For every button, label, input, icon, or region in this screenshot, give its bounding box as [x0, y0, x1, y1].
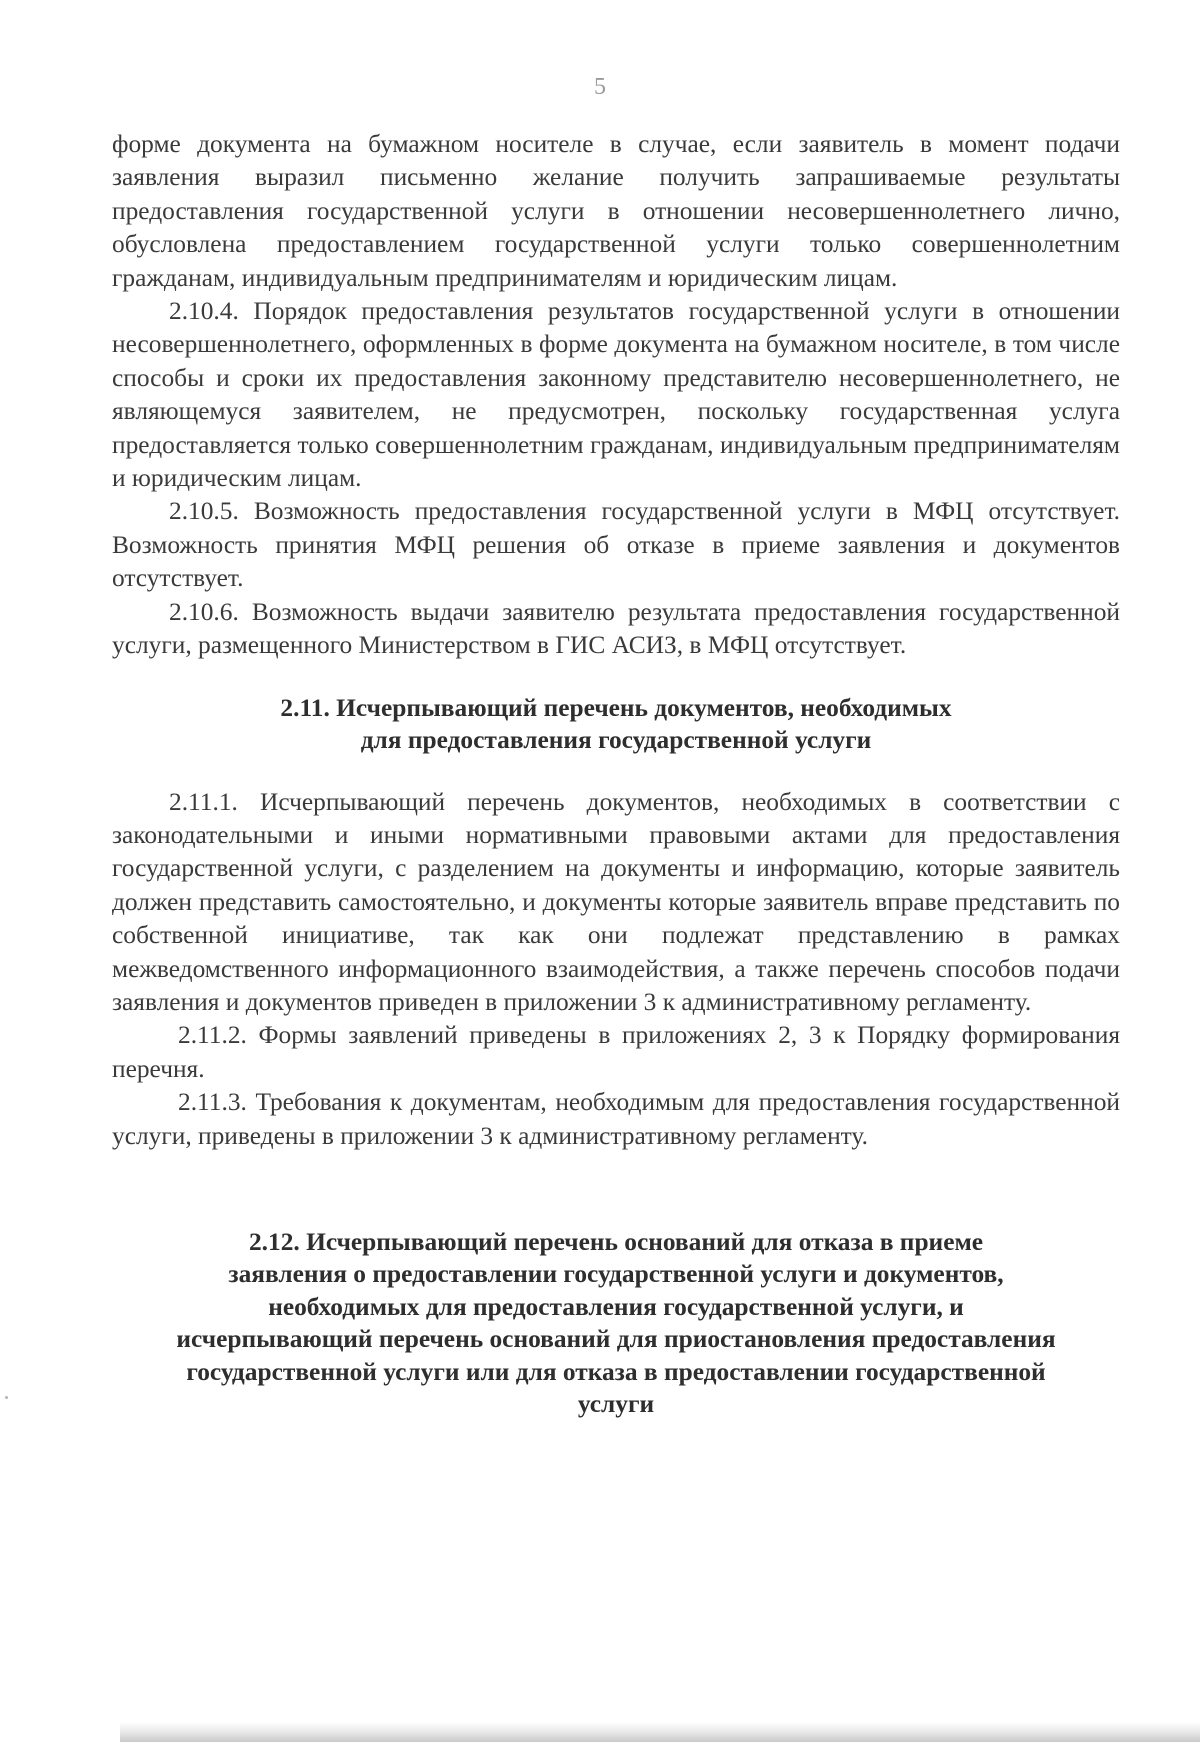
heading-2-12-line-6: услуги: [577, 1390, 655, 1419]
paragraph-2-10-5: 2.10.5. Возможность предоставления государственной услуги в МФЦ отсутствует. Возможность принятия МФЦ решения об отказе в приеме заявления и документов отсутствует.: [112, 497, 1120, 593]
heading-2-11-line-1: 2.11. Исчерпывающий перечень документов, необходимых: [280, 693, 952, 722]
paragraph-2-10-4: 2.10.4. Порядок предоставления результатов государственной услуги в отношении несовершеннолетнего, оформленных в форме документа на бумажном носителе, в том числе способы и сроки их предоставления законному представителю несовершеннолетнего, не являющемуся заявителем, не предусмотрен, поскольку государственная услуга предоставляется только совершеннолетним гражданам, индивидуальным предпринимателям и юридическим лицам.: [112, 297, 1120, 493]
heading-2-11-line-2: для предоставления государственной услуги: [360, 726, 872, 754]
section-heading-2-12: [112, 1226, 1120, 1421]
heading-2-12-line-5: государственной услуги или для отказа в предоставлении государственной: [186, 1357, 1046, 1386]
heading-2-12-line-3: необходимых для предоставления государственной услуги, и: [268, 1292, 964, 1321]
paragraph-2-11-1: 2.11.1. Исчерпывающий перечень документов, необходимых в соответствии с законодательными и иными нормативными правовыми актами для предоставления государственной услуги, с разделением на документы и информацию, которые заявитель должен представить самостоятельно, и документы которые заявитель вправе представить по собственной инициативе, так как они подлежат представлению в рамках межведомственного информационного взаимодействия, а также перечень способов подачи заявления и документов приведен в приложении 3 к административному регламенту.: [112, 787, 1120, 1016]
heading-2-12-line-2: заявления о предоставлении государственной услуги и документов,: [228, 1260, 1004, 1289]
paragraph-2-10-6: 2.10.6. Возможность выдачи заявителю результата предоставления государственной услуги, размещенного Министерством в ГИС АСИЗ, в МФЦ отсутствует.: [112, 597, 1120, 660]
section-heading-2-11: [112, 692, 1120, 757]
scan-bottom-edge: [120, 1722, 1200, 1742]
page-number: 5: [594, 74, 606, 100]
heading-2-12-line-4: исчерпывающий перечень оснований для приостановления предоставления: [176, 1325, 1056, 1354]
heading-2-12-line-1: 2.12. Исчерпывающий перечень оснований для отказа в приеме: [248, 1227, 984, 1256]
paragraph-2-11-3: 2.11.3. Требования к документам, необходимым для предоставления государственной услуги, приведены в приложении 3 к административному регламенту.: [112, 1088, 1120, 1150]
scan-speck: [5, 1396, 8, 1399]
paragraph-2-11-2: 2.11.2. Формы заявлений приведены в приложениях 2, 3 к Порядку формирования перечня.: [112, 1021, 1120, 1083]
document-body: [112, 128, 1120, 1421]
paragraph-intro: форме документа на бумажном носителе в случае, если заявитель в момент подачи заявления выразил письменно желание получить запрашиваемые результаты предоставления государственной услуги в отношении несовершеннолетнего лично, обусловлена предоставлением государственной услуги только совершеннолетним гражданам, индивидуальным предпринимателям и юридическим лицам.: [112, 130, 1120, 292]
